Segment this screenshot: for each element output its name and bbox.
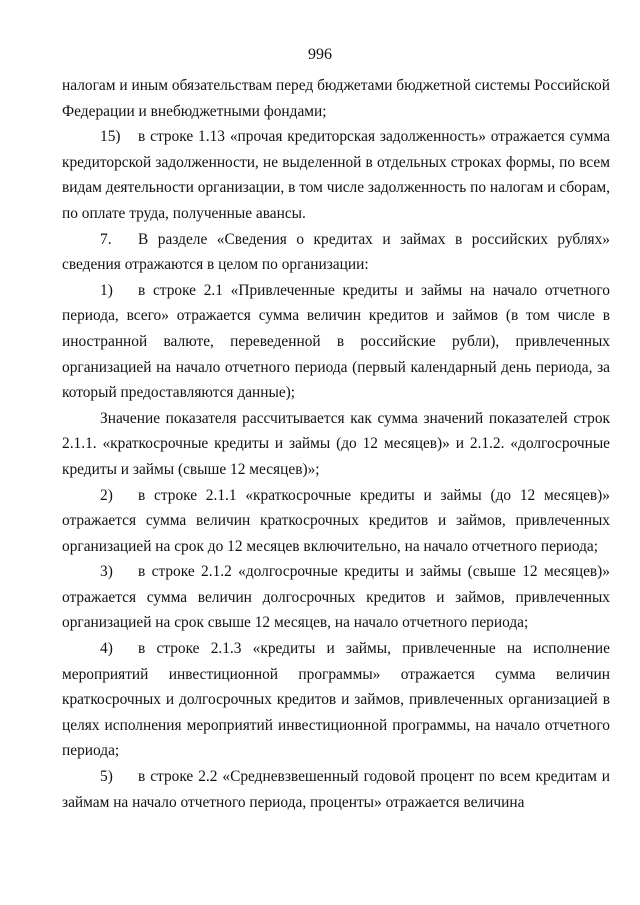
list-item-number: 4) xyxy=(100,640,113,658)
list-item-text: в строке 2.1 «Привлеченные кредиты и займы на начало отчетного периода, всего» отражается сумма величин кредитов и займов (в том числе в иностранной валюте, переведенной в российские рубли), привлеченных организацией на начало отчетного периода (первый календарный день периода, за который предоставляются данные); xyxy=(62,281,610,402)
list-item-text: в строке 2.2 «Средневзвешенный годовой процент по всем кредитам и займам на начало отчетного периода, проценты» отражается величина xyxy=(62,768,610,811)
list-item-text: в строке 2.1.3 «кредиты и займы, привлеченные на исполнение мероприятий инвестиционной программы» отражается сумма величин краткосрочных и долгосрочных кредитов и займов, привлеченных организацией в целях исполнения мероприятий инвестиционной программы, на начало отчетного периода; xyxy=(62,640,610,760)
paragraph xyxy=(62,73,610,124)
section-text: В разделе «Сведения о кредитах и займах в российских рублях» сведения отражаются в целом по организации: xyxy=(62,230,610,274)
list-item xyxy=(62,124,610,226)
section-heading-paragraph xyxy=(62,227,610,278)
document-body xyxy=(62,73,610,815)
section-number: 7. xyxy=(100,230,112,248)
paragraph xyxy=(62,406,610,483)
list-item-number: 5) xyxy=(100,768,113,786)
list-item xyxy=(62,559,610,636)
paragraph-text: налогам и иным обязательствам перед бюджетами бюджетной системы Российской Федерации и внебюджетными фондами; xyxy=(62,77,610,120)
page-number: 996 xyxy=(308,46,332,63)
list-item xyxy=(62,278,610,406)
list-item-number: 3) xyxy=(100,563,113,581)
list-item-number: 15) xyxy=(100,128,121,146)
list-item xyxy=(62,764,610,815)
list-item-number: 2) xyxy=(100,486,113,504)
list-item-text: в строке 2.1.2 «долгосрочные кредиты и займы (свыше 12 месяцев)» отражается сумма величин долгосрочных кредитов и займов, привлеченных организацией на срок свыше 12 месяцев, на начало отчетного периода; xyxy=(62,563,610,632)
list-item-text: в строке 2.1.1 «краткосрочные кредиты и займы (до 12 месяцев)» отражается сумма величин краткосрочных кредитов и займов, привлеченных организацией на срок до 12 месяцев включительно, на начало отчетного периода; xyxy=(62,486,610,555)
list-item-text: в строке 1.13 «прочая кредиторская задолженность» отражается сумма кредиторской задолженности, не выделенной в отдельных строках формы, по всем видам деятельности организации, в том числе задолженность по налогам и сборам, по оплате труда, полученные авансы. xyxy=(62,128,610,222)
list-item-number: 1) xyxy=(100,281,113,299)
list-item xyxy=(62,636,610,764)
paragraph-text: Значение показателя рассчитывается как сумма значений показателей строк 2.1.1. «краткосрочные кредиты и займы (до 12 месяцев)» и 2.1.2. «долгосрочные кредиты и займы (свыше 12 месяцев)»; xyxy=(62,409,610,478)
list-item xyxy=(62,483,610,560)
